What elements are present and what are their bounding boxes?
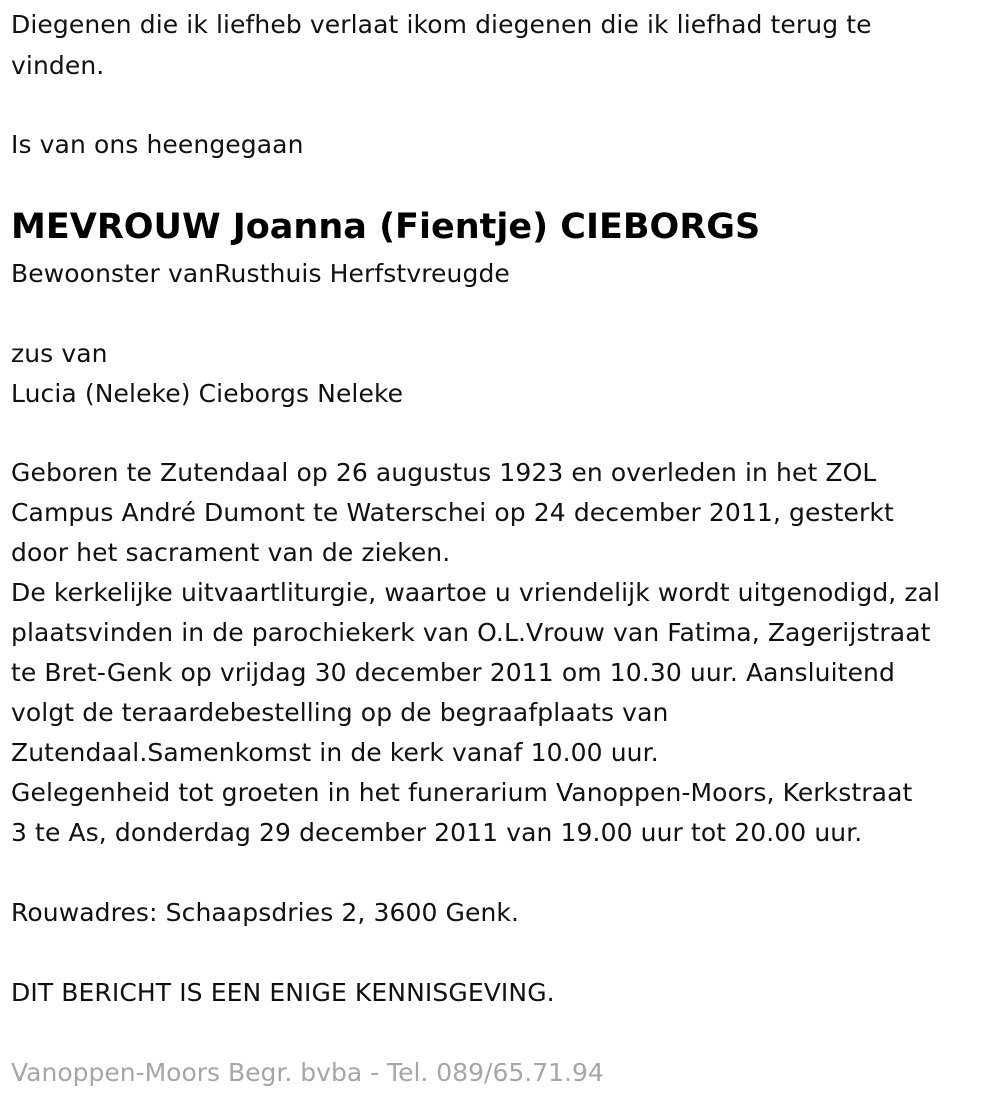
body-line: volgt de teraardebestelling op de begraafplaats van xyxy=(11,698,669,727)
body-line: Geboren te Zutendaal op 26 augustus 1923 en overleden in het ZOL xyxy=(11,458,877,487)
notice-text: DIT BERICHT IS EEN ENIGE KENNISGEVING. xyxy=(11,978,555,1007)
mourning-address: Rouwadres: Schaapsdries 2, 3600 Genk. xyxy=(11,898,520,927)
deceased-residence: Bewoonster vanRusthuis Herfstvreugde xyxy=(11,259,510,288)
deceased-name: MEVROUW Joanna (Fientje) CIEBORGS xyxy=(11,207,761,247)
relation-label: zus van xyxy=(11,339,108,368)
body-line: Zutendaal.Samenkomst in de kerk vanaf 10.00 uur. xyxy=(11,738,659,767)
body-line: te Bret-Genk op vrijdag 30 december 2011 om 10.30 uur. Aansluitend xyxy=(11,658,895,687)
quote-line-1: Diegenen die ik liefheb verlaat ikom diegenen die ik liefhad terug te xyxy=(11,10,872,39)
funeral-home-footer: Vanoppen-Moors Begr. bvba - Tel. 089/65.71.94 xyxy=(11,1058,604,1087)
body-line: Gelegenheid tot groeten in het funerarium Vanoppen-Moors, Kerkstraat xyxy=(11,778,913,807)
relation-person: Lucia (Neleke) Cieborgs Neleke xyxy=(11,379,404,408)
body-line: Campus André Dumont te Waterschei op 24 december 2011, gesterkt xyxy=(11,498,894,527)
body-line: 3 te As, donderdag 29 december 2011 van 19.00 uur tot 20.00 uur. xyxy=(11,818,863,847)
body-line: De kerkelijke uitvaartliturgie, waartoe u vriendelijk wordt uitgenodigd, zal xyxy=(11,578,941,607)
body-line: door het sacrament van de zieken. xyxy=(11,538,451,567)
quote-line-2: vinden. xyxy=(11,51,105,80)
body-line: plaatsvinden in de parochiekerk van O.L.Vrouw van Fatima, Zagerijstraat xyxy=(11,618,931,647)
intro-text: Is van ons heengegaan xyxy=(11,130,304,159)
